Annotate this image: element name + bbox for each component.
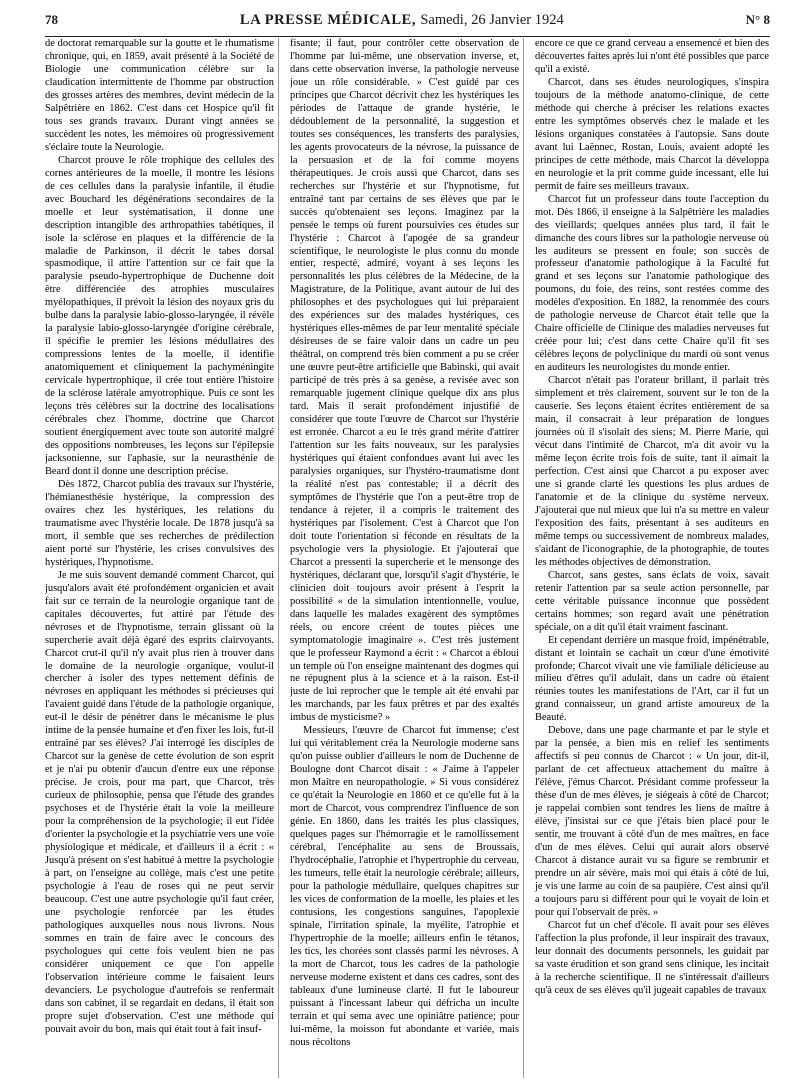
issue-date: Samedi, 26 Janvier 1924 — [420, 12, 564, 28]
paragraph: Charcot n'était pas l'orateur brillant, il parlait très simplement et très clairement, souvent sur le ton de la causerie. Ses leçons étaient écrites entièrement de sa main, il consacrait à leur préparation de longues journées où il s'isolait des siens; M. Pierre Marie, qui vécut dans l'intimité de Charcot, m'a dit avoir vu la même leçon écrite trois fois de suite, tant il aimait la perfection. C'est ainsi que Charcot a pu exposer avec une si grande clarté les questions les plus ardues de l'anatomie et de la clinique du système nerveux. J'ajouterai que nul mieux que lui n'a su mettre en valeur l'exposition des faits, présentant à ses auditeurs en même temps ou successivement de nombreux malades, s'aidant de l'iconographie, de la photographie, de toutes les méthodes objectives de démonstration. — [535, 375, 769, 568]
paragraph: Charcot, dans ses études neurologiques, s'inspira toujours de la méthode anatomo-clinique, de cette méthode qui cherche à préciser les relations exactes entre les symptômes observés chez le malade et les lésions organiques constatées à l'autopsie. Sans doute avant lui Laënnec, Rostan, Louis, avaient adopté les principes de cette méthode, mais Charcot la développa en neurologie et la prit comme guide incessant, elle lui permit de faire ses meilleurs travaux. — [535, 76, 769, 192]
article-columns — [45, 38, 770, 1078]
paragraph: Messieurs, l'œuvre de Charcot fut immense; c'est lui qui véritablement créa la Neurologie moderne sans qu'on puisse oublier d'ailleurs le nom de Duchenne de Boulogne dont Charcot disait : « J'aime à l'appeler mon Maître en neuropathologie. » Si vous considérez ce qu'était la Neurologie en 1860 et ce qu'elle fut à la mort de Charcot, vous comprendrez l'influence de son génie. En 1860, dans les traités les plus classiques, quelques pages sur l'hémorragie et le ramollissement cérébral, l'encéphalite au sens de Broussais, l'hydrocéphalie, l'atrophie et l'hypertrophie du cerveau, les tumeurs, telle était la neurologie cérébrale; ailleurs, pour la pathologie médullaire, quelques chapitres sur les vices de conformation de la moelle, les plaies et les contusions, les congestions sanguines, l'apoplexie spinale, l'irritation spinale, la myélite, l'atrophie et l'hypertrophie de la moelle; ailleurs enfin le tétanos, les tics, les chorées sont classés parmi les névroses. A la mort de Charcot, tous les cadres de la pathologie nerveuse moderne existent et dans ces cadres, sont des tableaux d'une lumineuse clarté. Il fut le laboureur puissant à l'incessant labeur qui défricha un inculte terrain et qui sema avec une opiniâtre patience; pour lui-même, la moisson fut abondante et variée, mais nous récoltons — [290, 725, 519, 1048]
column-2 — [290, 38, 524, 1078]
journal-title-line — [240, 12, 564, 29]
paragraph: encore ce que ce grand cerveau a ensemencé et bien des découvertes faites après lui n'ont été possibles que parce qu'il a existé. — [535, 38, 769, 75]
paragraph: Charcot fut un professeur dans toute l'acception du mot. Dès 1866, il enseigne à la Salpêtrière les maladies des vieillards; quelques années plus tard, il fait le dimanche des cours libres sur la pathologie nerveuse où les auditeurs se pressent en foule; son succès de professeur d'anatomie pathologique à la Faculté fut grand et ses leçons sur l'anatomie pathologique des poumons, du foie, des reins, sont restées comme des modèles d'exposition. En 1882, la renommée des cours de pathologie nerveuse de Charcot était telle que la Chaire officielle de Clinique des maladies nerveuses fut créée pour lui; c'est dans cette Chaire qu'il fit ses célèbres leçons de polyclinique du mardi où sont venus en auditeurs les neurologistes du monde entier. — [535, 193, 769, 374]
paragraph: Debove, dans une page charmante et par le style et par la pensée, a bien mis en relief les sentiments affectifs si peu connus de Charcot : « Un jour, dit-il, parlant de cet affectueux attachement du maître à l'élève, j'émus Charcot. Présidant comme professeur la thèse d'un de mes élèves, je siégeais à côté de Charcot; je rappelai combien sont tendres les liens de maître à élève, j'insistai sur ce que j'étais bien placé pour le sentir, me trouvant à côté d'un de mes maîtres, en face d'un de mes élèves. Celui qui aurait alors observé Charcot à distance aurait vu sa figure se rembrunir et prendre un air sévère, mais moi qui étais à côté de lui, je vis une larme au coin de sa paupière. C'est ainsi qu'il a toujours paru si différent pour qui le voyait de loin et pour qui l'observait de près. » — [535, 725, 769, 918]
paragraph: fisante; il faut, pour contrôler cette observation de l'homme par lui-même, une observation inverse, et, dans cette observation inverse, la pathologie nerveuse joue un rôle considérable. » C'est guidé par ces principes que Charcot décrivit chez les hystériques les périodes de l'attaque de grande hystérie, le dédoublement de la personnalité, la suggestion et toutes ses conséquences, les transferts des paralysies, les agents provocateurs de la névrose, la puissance de la persuasion et de la foi comme moyens thérapeutiques. Je crois aussi que Charcot, dans ses recherches sur l'hystérie et sur l'hypnotisme, fut entraîné tant par certains de ses élèves que par le succès qu'obtenaient ses leçons. Imaginez par la pensée le temps où furent poursuivies ces études sur l'hystérie : Charcot à l'apogée de sa grandeur scientifique, le neurologiste le plus connu du monde entier, respecté, admiré, voyant à ses leçons les personnalités les plus célèbres de la Médecine, de la Magistrature, de la Politique, avant autour de lui des philosophes et des psychologues qui lui préparaient des expériences sur des malades hystériques, ces hystériques elles-mêmes de par leur mentalité spéciale désireuses de se faire valoir dans un cadre un peu théâtral, on comprend très bien comment a pu se créer une œuvre peut-être artificielle que Babinski, qui avait participé de très près à sa genèse, a revisée avec son remarquable jugement clinique quelque dix ans plus tard. Mais il serait profondément injustifié de considérer que toute l'œuvre de Charcot sur l'hystérie est erronée. Charcot a eu le très grand mérite d'attirer l'attention sur les faits nouveaux, sur les paralysies hystériques qui étaient confondues avant lui avec les paralysies organiques, sur l'hystéro-traumatisme dont la réalité n'est pas contestable; il a décrit des symptômes de l'hystérie que l'on a peut-être trop de tendance à rejeter, il a compris le traitement des hystériques par l'isolement. C'est à Charcot que l'on doit toute l'orientation si féconde en résultats de la psychologie vers la physiologie. Et j'ajouterai que Charcot a pressenti la supercherie et le mensonge des hystériques, déclarant que, lorsqu'il s'agit d'hystérie, le clinicien doit toujours avoir présent à l'esprit la possibilité « de la simulation intentionnelle, voulue, dans laquelle les malades exagèrent des symptômes réels, ou encore créent de toutes pièces une symptomatologie imaginaire ». C'est très justement que le professeur Raymond a écrit : « Charcot a ébloui un temple où l'on enseigne maintenant des dogmes qui ne répugnent plus à la science et à la raison. Est-il juste de lui reprocher que le temple ait été envahi par les marchands, par les faux prêtres et par des exaltés imbus de mysticisme? » — [290, 38, 519, 724]
journal-name: LA PRESSE MÉDICALE, — [239, 12, 417, 28]
paragraph: Je me suis souvent demandé comment Charcot, qui jusqu'alors avait été profondément organicien et avait fait sur ce terrain de la neurologie organique tant de capitales découvertes, fut attiré par l'étude des névroses et de l'hypnotisme, terrain glissant où la supercherie avait déjà égaré des esprits clairvoyants. Charcot crut-il qu'il n'y avait plus rien à trouver dans le domaine de la neurologie organique, voulut-il chercher à isoler des types nettement définis de névroses en appliquant les méthodes si précieuses qui l'avaient guidé dans l'étude de la pathologie organique, eut-il le désir de pénétrer dans le mécanisme le plus intime de la pensée humaine et d'en fixer les lois, fut-il entraîné par ses élèves? J'ai interrogé les disciples de Charcot sur la genèse de cette évolution de son esprit et je n'ai pu obtenir d'aucun d'entre eux une réponse précise. Je crois, pour ma part, que Charcot, très curieux de philosophie, pensa que l'étude des grandes psychoses et de l'hystérie était la voie la meilleure pour la compréhension de la psychologie; il eut l'idée d'orienter la psychologie et la psychiatrie vers une voie physiologique et médicale, et d'ailleurs il a écrit : « Jusqu'à présent on s'est habitué à mettre la psychologie à part, on l'enseigne au collège, mais c'est une petite psychologie à l'eau de roses qui ne peut servir beaucoup. C'est une autre psychologie qu'il faut créer, une psychologie renforcée par les études pathologiques auxquelles nous nous livrons. Nous sommes en train de faire avec le concours des psychologues qui cette fois veulent bien ne pas considérer uniquement ce que l'on appelle l'observation intérieure comme le faisaient leurs devanciers. Le psychologue d'autrefois se renfermait dans son cabinet, il se regardait en dedans, il était son propre sujet d'observation. C'est une méthode qui pouvait avoir du bon, mais qui était tout à fait insuf- — [45, 569, 274, 1035]
paragraph: Et cependant derrière un masque froid, impénétrable, distant et lointain se cachait un cœur d'une émotivité profonde; Charcot vivait une vie familiale délicieuse au milieu d'êtres qu'il adulait, dans un cadre où étaient réunies toutes les manifestations de l'Art, car il fut un grand connaisseur, un grand artiste amoureux de la Beauté. — [535, 634, 769, 724]
column-3 — [535, 38, 769, 1078]
page-number: 78 — [45, 12, 58, 27]
column-1 — [45, 38, 279, 1078]
issue-number: N° 8 — [745, 12, 770, 27]
paragraph: Dès 1872, Charcot publia des travaux sur l'hystérie, l'hémianesthésie hystérique, la compression des ovaires chez les hystériques, les relations du traumatisme avec l'hystérie locale. De 1878 jusqu'à sa mort, il semble que ses recherches de prédilection aient porté sur l'hystérie, les crises convulsives des hystériques, l'hypnotisme. — [45, 478, 274, 568]
page-header — [45, 12, 770, 36]
paragraph: de doctorat remarquable sur la goutte et le rhumatisme chronique, qui, en 1859, avait présenté à la Société de Biologie une communication célèbre sur la claudication intermittente de l'homme par obstruction des grosses artères des membres, devint médecin de la Salpêtrière en 1862. C'est dans cet Hospice qu'il fit tous ses grands travaux. Durant vingt années se succèdent les notes, les mémoires où progressivement s'éclaire toute la Neurologie. — [45, 38, 274, 153]
header-rule — [45, 36, 770, 37]
paragraph: Charcot, sans gestes, sans éclats de voix, savait retenir l'attention par sa seule action personnelle, par cette véritable puissance inconnue que possèdent certains hommes; son regard avait une pénétration spéciale, on a dit qu'il était vraiment fascinant. — [535, 569, 769, 633]
paragraph: Charcot prouve le rôle trophique des cellules des cornes antérieures de la moelle, il montre les lésions de ces cellules dans la paralysie infantile, il étudie avec Bouchard les dégénérations secondaires de la moelle et leur systématisation, il donne une description intangible des arthropathies tabétiques, il isole la sclérose en plaques et la différencie de la maladie de Parkinson, il décrit le tabes dorsal spasmodique, il attire l'attention sur ce fait que la paralysie pseudo-hypertrophique de Duchenne doit être différenciée des atrophies musculaires myélopathiques, il prévoit la lésion des noyaux gris du bulbe dans la paralysie labio-glosso-laryngée, il révèle la paralysie labio-glosso-laryngée d'origine cérébrale, il spécifie le premier les lésions médullaires des compressions lentes de la moelle, il identifie anatomiquement et cliniquement la pachyméningite cervicale hypertrophique, il crée tout entière l'histoire de la sclérose latérale amyotrophique. Puis ce sont les leçons très célèbres sur la doctrine des localisations cérébrales chez l'homme, doctrine que Charcot soutient énergiquement avec toute son autorité malgré des oppositions nombreuses, les leçons sur l'épilepsie jacksonienne, sur l'aphasie, sur la neurasthénie de Beard dont il donne une description précise. — [45, 154, 274, 477]
paragraph: Charcot fut un chef d'école. Il avait pour ses élèves l'affection la plus profonde, il leur inspirait des travaux, leur donnait des documents personnels, les guidait par sa vaste érudition et son grand sens clinique, les incitait à la recherche scientifique. Il ne s'intéressait d'ailleurs qu'à ceux de ses élèves qu'il jugeait capables de travaux — [535, 919, 769, 996]
